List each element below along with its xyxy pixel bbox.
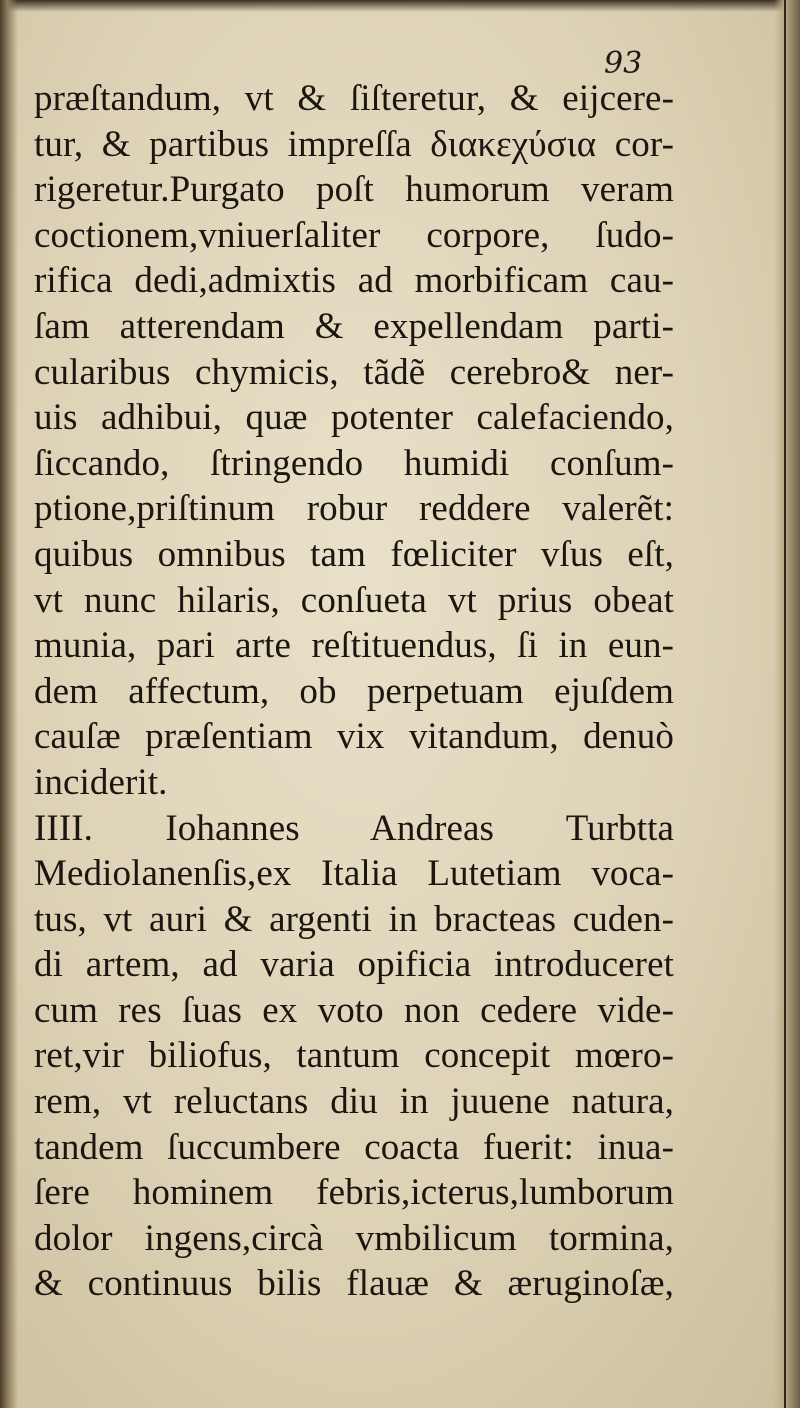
text-line: ptione,priſtinum robur reddere valerẽt: [34, 488, 674, 530]
text-line: di artem, ad varia opificia introduceret [34, 944, 674, 986]
text-line: cularibus chymicis, tãdẽ cerebro& ner- [34, 351, 674, 393]
text-line: tandem ſuccumbere coacta fuerit: inua- [34, 1126, 674, 1168]
text-line: vt nunc hilaris, conſueta vt prius obeat [34, 579, 674, 621]
text-line: dem affectum, ob perpetuam ejuſdem [34, 670, 674, 712]
text-line: uis adhibui, quæ potenter calefaciendo, [34, 397, 674, 439]
text-line: rifica dedi,admixtis ad morbificam cau- [34, 260, 674, 302]
text-line: quibus omnibus tam fœliciter vſus eſt, [34, 533, 674, 575]
text-line: inciderit. [34, 761, 168, 803]
text-line: cum res ſuas ex voto non cedere vide- [34, 989, 674, 1031]
page-gutter-shadow [0, 0, 18, 1408]
text-line: rigeretur.Purgato poſt humorum veram [34, 169, 674, 211]
text-line: coctionem,vniuerſaliter corpore, ſudo- [34, 214, 674, 256]
page-right-border [784, 0, 786, 1408]
text-line: ſam atterendam & expellendam parti- [34, 305, 674, 347]
text-line: præſtandum, vt & ſiſteretur, & eijcere- [34, 78, 674, 119]
text-line: tur, & partibus impreſſa διακεχύσια cor- [34, 123, 674, 165]
text-line: tus, vt auri & argenti in bracteas cuden- [34, 898, 674, 940]
page-number: 93 [604, 46, 643, 81]
text-line: cauſæ præſentiam vix vitandum, denuò [34, 716, 674, 758]
text-line: munia, pari arte reſtituendus, ſi in eun- [34, 625, 674, 667]
text-line: dolor ingens,circà vmbilicum tormina, [34, 1217, 674, 1259]
text-line: Mediolanenſis,ex Italia Lutetiam voca- [34, 853, 674, 895]
text-line: & continuus bilis flauæ & æruginoſæ, [34, 1263, 674, 1305]
page-right-edge [774, 0, 800, 1408]
page-top-shadow [0, 0, 800, 12]
text-line: ſiccando, ſtringendo humidi conſum- [34, 442, 674, 484]
text-line: rem, vt reluctans diu in juuene natura, [34, 1081, 674, 1123]
text-line: ret,vir biliofus, tantum concepit mœro- [34, 1035, 674, 1077]
body-text [34, 76, 674, 1307]
text-line: ſere hominem febris,icterus,lumborum [34, 1172, 674, 1214]
section-heading-line: IIII. Iohannes Andreas Turbtta [34, 807, 674, 849]
